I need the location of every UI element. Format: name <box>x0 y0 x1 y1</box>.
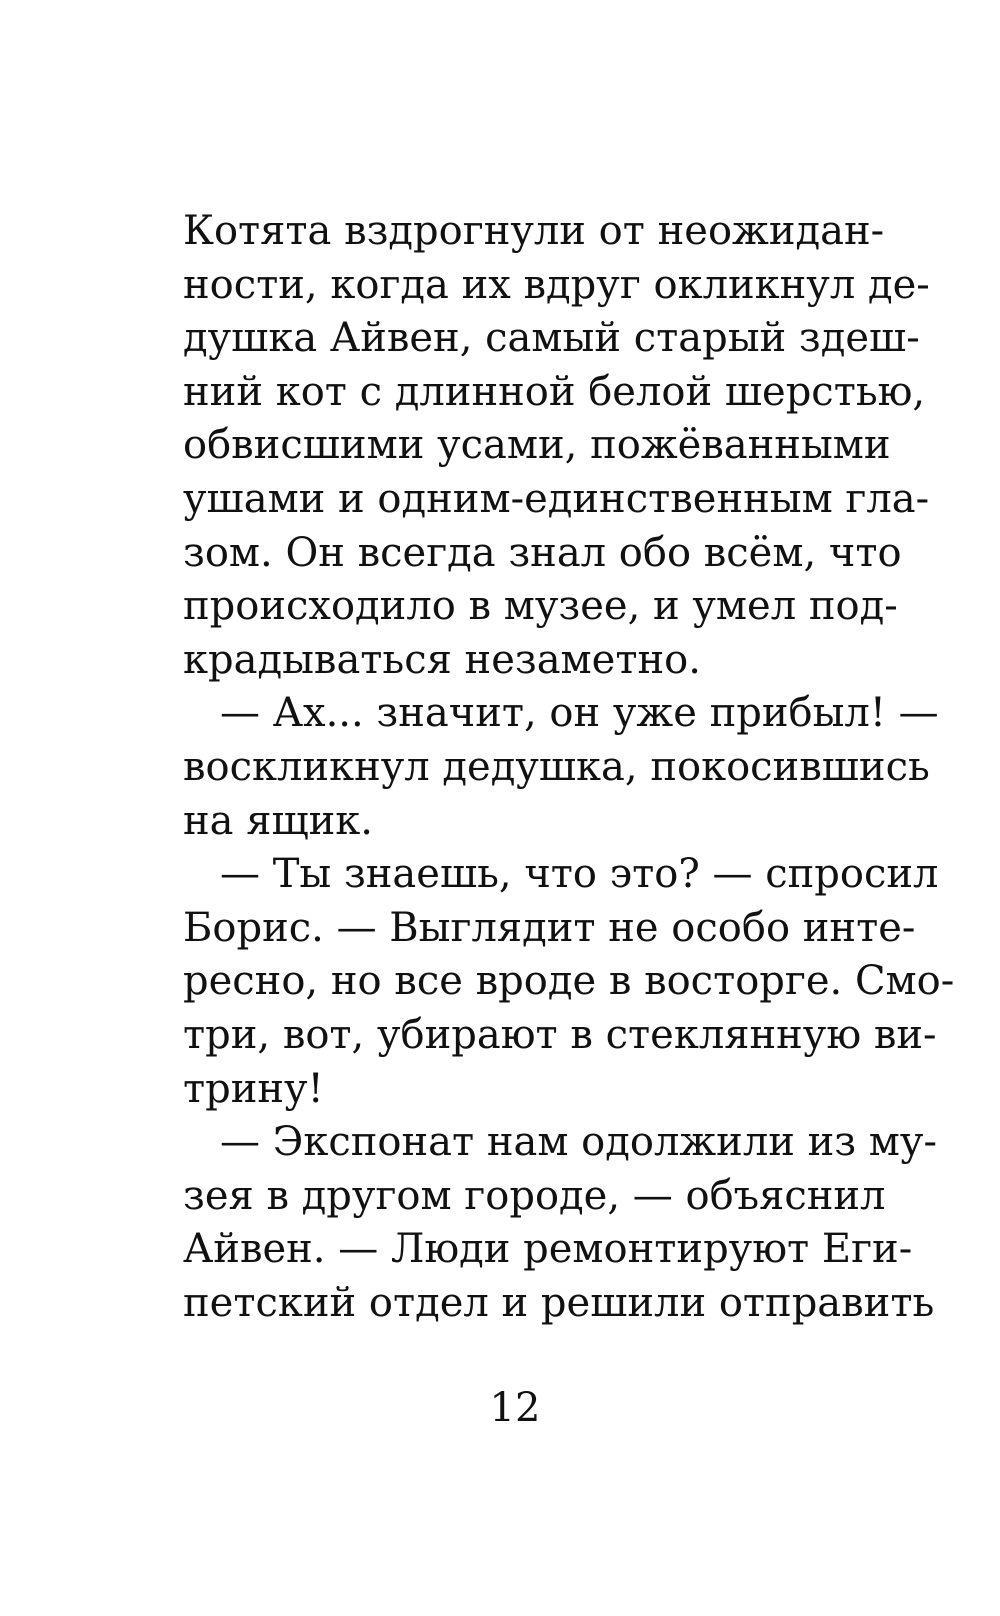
text-line: — Экспонат нам одолжили из му- <box>220 1119 937 1166</box>
text-line: Котята вздрогнули от неожидан- <box>183 208 885 254</box>
text-line: зея в другом городе, — объяснил <box>183 1172 886 1219</box>
text-line: крадываться незаметно. <box>183 636 701 683</box>
text-line: ушами и одним-единственным гла- <box>183 475 930 522</box>
page-number: 12 <box>489 1385 541 1431</box>
text-line: обвисшими усами, пожёванными <box>183 422 891 469</box>
text-line: три, вот, убирают в стеклянную ви- <box>183 1011 937 1058</box>
text-line: петский отдел и решили отправить <box>183 1279 935 1326</box>
text-line: душка Айвен, самый старый здеш- <box>183 315 920 362</box>
text-line: ности, когда их вдруг окликнул де- <box>183 261 930 308</box>
text-line: ний кот с длинной белой шерстью, <box>183 368 926 415</box>
text-line: трину! <box>183 1065 324 1112</box>
body-text <box>183 205 955 1330</box>
text-line: Айвен. — Люди ремонтируют Еги- <box>183 1226 913 1273</box>
text-line: на ящик. <box>183 797 374 844</box>
text-line: — Ты знаешь, что это? — спросил <box>220 851 939 898</box>
text-line: ресно, но все вроде в восторге. Смо- <box>183 958 955 1005</box>
text-line: зом. Он всегда знал обо всём, что <box>183 529 902 576</box>
text-line: Борис. — Выглядит не особо инте- <box>183 904 916 951</box>
text-line: воскликнул дедушка, покосившись <box>183 743 930 790</box>
text-line: — Ах... значит, он уже прибыл! — <box>220 690 939 737</box>
text-line: происходило в музее, и умел под- <box>183 583 898 630</box>
